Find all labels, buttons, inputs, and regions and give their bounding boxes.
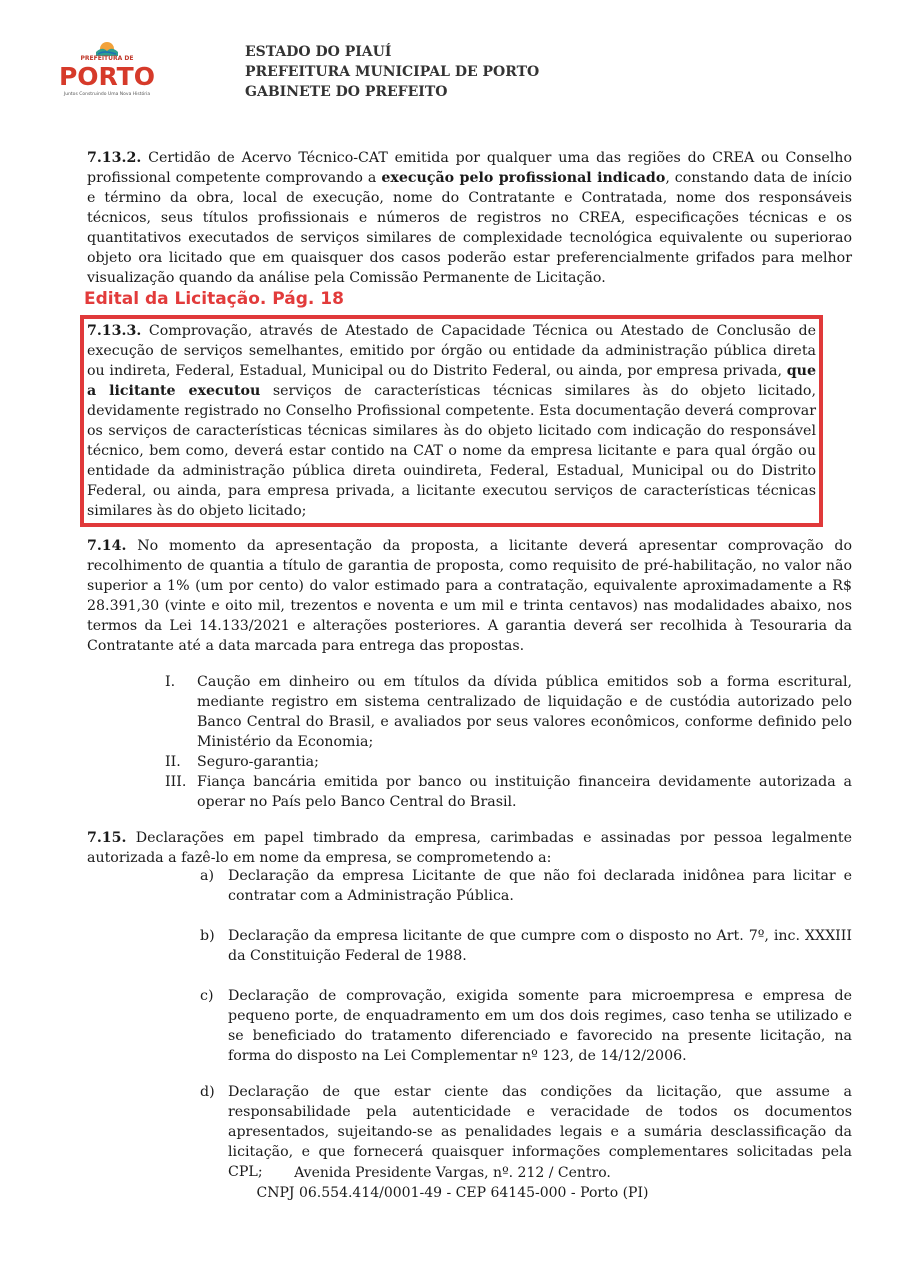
list-item [165, 752, 852, 772]
header-state: ESTADO DO PIAUÍ [245, 44, 392, 60]
clause-text: Certidão de Acervo Técnico-CAT emitida por qualquer uma das regiões do CREA ou Conselho profissional competente comprovando a [87, 150, 852, 186]
list-item [200, 986, 852, 1066]
list-item-number: c) [200, 988, 214, 1004]
list-item-number: I. [165, 674, 176, 690]
list-item-text: Seguro-garantia; [197, 754, 319, 770]
clause-number: 7.14. [87, 538, 127, 554]
list-item-text: Declaração de comprovação, exigida somente para microempresa e empresa de pequeno porte, de enquadramento em um dos dois regimes, caso tenha se utilizado e se beneficiado do tratamento diferenciado e favorecido na presente licitação, na forma do disposto na Lei Complementar nº 123, de 14/12/2006. [228, 988, 852, 1064]
letterhead [245, 42, 539, 102]
list-item [200, 866, 852, 906]
list-item-text: Declaração de que estar ciente das condições da licitação, que assume a responsabilidade pela autenticidade e veracidade de todos os documentos apresentados, sujeitando-se as penalidades legais e a sumária desclassificação da licitação, e que fornecerá quaisquer informações complementares solicitadas pela CPL; [228, 1084, 852, 1180]
list-item-number: d) [200, 1084, 215, 1100]
clause-text: , constando data de início e término da obra, local de execução, nome do Contratante e Contratada, nome dos responsáveis técnicos, seus títulos profissionais e números de registros no CREA, especificações técnicas e os quantitativos executados de serviços similares de complexidade tecnológica equivalente ou superiorao objeto ora licitado que em quaisquer dos casos poderão estar preferencialmente grifados para melhor visualização quando da análise pela Comissão Permanente de Licitação. [87, 170, 852, 286]
clause-text: serviços de características técnicas similares às do objeto licitado, devidamente registrado no Conselho Profissional competente. Esta documentação deverá comprovar os serviços de características técnicas similares às do objeto licitado com indicação do responsável técnico, bem como, deverá estar contido na CAT o nome da empresa licitante e para qual órgão ou entidade da administração pública direta ouindireta, Federal, Estadual, Municipal ou do Distrito Federal, ou ainda, para empresa privada, a licitante executou serviços de características técnicas similares às do objeto licitado; [87, 383, 816, 519]
list-item-number: a) [200, 868, 214, 884]
list-item [165, 772, 852, 812]
list-item [200, 926, 852, 966]
clause-text: Declarações em papel timbrado da empresa, carimbadas e assinadas por pessoa legalmente autorizada a fazê-lo em nome da empresa, se comprometendo a: [87, 830, 852, 866]
logo-pre: PREFEITURA DE [80, 55, 134, 62]
clause-bold: execução pelo profissional indicado [381, 170, 666, 186]
list-item-text: Caução em dinheiro ou em títulos da dívida pública emitidos sob a forma escritural, mediante registro em sistema centralizado de liquidação e de custódia autorizado pelo Banco Central do Brasil, e avaliados por seus valores econômicos, conforme definido pelo Ministério da Economia; [197, 674, 852, 750]
list-item-text: Declaração da empresa Licitante de que não foi declarada inidônea para licitar e contratar com a Administração Pública. [228, 868, 852, 904]
clause-7-15 [87, 828, 852, 868]
clause-7-13-2 [87, 148, 852, 288]
clause-number: 7.13.2. [87, 150, 142, 166]
clause-7-13-3 [84, 321, 819, 521]
list-item-text: Declaração da empresa licitante de que cumpre com o disposto no Art. 7º, inc. XXXIII da Constituição Federal de 1988. [228, 928, 852, 964]
header-gabinete: GABINETE DO PREFEITO [245, 84, 448, 100]
declaration-list [200, 926, 852, 966]
edital-note: Edital da Licitação. Pág. 18 [84, 289, 344, 309]
clause-number: 7.13.3. [87, 323, 142, 339]
clause-text: Comprovação, através de Atestado de Capacidade Técnica ou Atestado de Conclusão de execução de serviços semelhantes, emitido por órgão ou entidade da administração pública direta ou indireta, Federal, Estadual, Municipal ou do Distrito Federal, ou ainda, por empresa privada, [87, 323, 816, 379]
clause-7-14 [87, 536, 852, 656]
list-item [165, 672, 852, 752]
declaration-list [200, 986, 852, 1066]
header-prefeitura: PREFEITURA MUNICIPAL DE PORTO [245, 64, 540, 80]
logo-tagline: Juntos Construindo Uma Nova História [63, 92, 151, 97]
list-item-number: III. [165, 774, 187, 790]
list-item-text: Fiança bancária emitida por banco ou instituição financeira devidamente autorizada a operar no País pelo Banco Central do Brasil. [197, 774, 852, 810]
clause-bold: que a licitante executou [87, 363, 816, 399]
footer-address: Avenida Presidente Vargas, nº. 212 / Centro. [294, 1165, 611, 1181]
sun-wave-icon [94, 40, 120, 56]
declaration-list [200, 866, 852, 906]
footer-cnpj: CNPJ 06.554.414/0001-49 - CEP 64145-000 - Porto (PI) [256, 1185, 649, 1201]
clause-number: 7.15. [87, 830, 127, 846]
guarantee-list [165, 672, 852, 812]
clause-text: No momento da apresentação da proposta, a licitante deverá apresentar comprovação do recolhimento de quantia a título de garantia de proposta, como requisito de pré-habilitação, no valor não superior a 1% (um por cento) do valor estimado para a contratação, equivalente aproximadamente a R$ 28.391,30 (vinte e oito mil, trezentos e noventa e um mil e trinta centavos) nas modalidades abaixo, nos termos da Lei 14.133/2021 e alterações posteriores. A garantia deverá ser recolhida à Tesouraria da Contratante até a data marcada para entrega das propostas. [87, 538, 852, 654]
highlight-box [80, 315, 823, 527]
list-item-number: b) [200, 928, 215, 944]
list-item-number: II. [165, 754, 181, 770]
logo-brand: PORTO [58, 62, 155, 91]
porto-logo [58, 40, 156, 102]
